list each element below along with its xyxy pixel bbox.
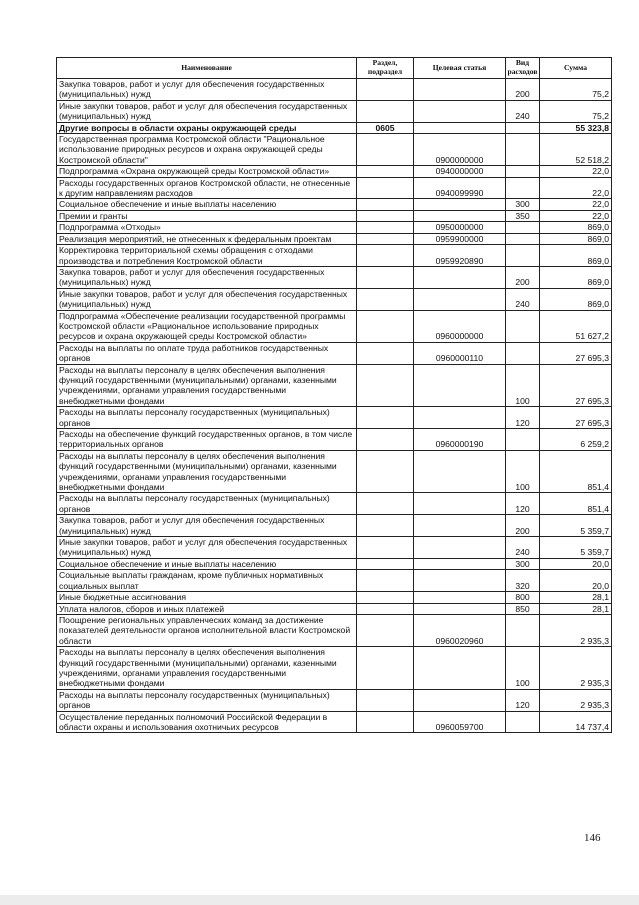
cell-section xyxy=(357,711,414,733)
table-row xyxy=(57,689,612,711)
cell-sum: 5 359,7 xyxy=(540,537,612,559)
cell-kind: 350 xyxy=(506,210,540,221)
cell-article: 0960059700 xyxy=(414,711,506,733)
cell-name: Социальное обеспечение и иные выплаты населению xyxy=(57,558,357,569)
cell-kind: 100 xyxy=(506,647,540,690)
cell-article xyxy=(414,199,506,210)
cell-article xyxy=(414,603,506,614)
cell-name: Закупка товаров, работ и услуг для обеспечения государственных (муниципальных) нужд xyxy=(57,79,357,101)
table-row xyxy=(57,592,612,603)
table-row xyxy=(57,177,612,199)
cell-article: 0959920890 xyxy=(414,245,506,267)
table-body xyxy=(57,79,612,733)
cell-sum: 22,0 xyxy=(540,177,612,199)
cell-sum: 851,4 xyxy=(540,493,612,515)
table-row xyxy=(57,79,612,101)
cell-section xyxy=(357,592,414,603)
cell-name: Иные закупки товаров, работ и услуг для обеспечения государственных (муниципальных) нужд xyxy=(57,288,357,310)
cell-kind xyxy=(506,342,540,364)
cell-article xyxy=(414,266,506,288)
cell-sum: 27 695,3 xyxy=(540,342,612,364)
cell-section xyxy=(357,515,414,537)
cell-sum: 869,0 xyxy=(540,266,612,288)
cell-section xyxy=(357,177,414,199)
cell-section xyxy=(357,310,414,342)
cell-sum: 27 695,3 xyxy=(540,364,612,407)
table-row xyxy=(57,614,612,646)
cell-article xyxy=(414,79,506,101)
table-row xyxy=(57,711,612,733)
cell-section xyxy=(357,429,414,451)
cell-section xyxy=(357,245,414,267)
table-row xyxy=(57,233,612,244)
cell-article: 0960020960 xyxy=(414,614,506,646)
table-row xyxy=(57,166,612,177)
cell-kind: 240 xyxy=(506,100,540,122)
cell-article xyxy=(414,558,506,569)
table-row xyxy=(57,570,612,592)
cell-name: Иные бюджетные ассигнования xyxy=(57,592,357,603)
cell-kind: 320 xyxy=(506,570,540,592)
cell-sum: 27 695,3 xyxy=(540,407,612,429)
cell-section xyxy=(357,407,414,429)
cell-article xyxy=(414,689,506,711)
cell-article: 0900000000 xyxy=(414,134,506,166)
cell-sum: 75,2 xyxy=(540,79,612,101)
cell-sum: 14 737,4 xyxy=(540,711,612,733)
cell-sum: 51 627,2 xyxy=(540,310,612,342)
cell-sum: 55 323,8 xyxy=(540,122,612,133)
cell-article xyxy=(414,210,506,221)
table-row xyxy=(57,100,612,122)
cell-sum: 28,1 xyxy=(540,603,612,614)
cell-article xyxy=(414,537,506,559)
table-row xyxy=(57,122,612,133)
table-row xyxy=(57,266,612,288)
cell-name: Закупка товаров, работ и услуг для обеспечения государственных (муниципальных) нужд xyxy=(57,266,357,288)
cell-article xyxy=(414,493,506,515)
cell-article xyxy=(414,592,506,603)
cell-name: Государственная программа Костромской области "Рациональное использование природных ресурсов и охрана окружающей среды Костромской области" xyxy=(57,134,357,166)
cell-name: Премии и гранты xyxy=(57,210,357,221)
cell-kind: 200 xyxy=(506,266,540,288)
cell-name: Расходы на выплаты персоналу государственных (муниципальных) органов xyxy=(57,407,357,429)
cell-kind: 240 xyxy=(506,288,540,310)
cell-section xyxy=(357,222,414,233)
cell-sum: 52 518,2 xyxy=(540,134,612,166)
cell-kind xyxy=(506,614,540,646)
cell-section xyxy=(357,100,414,122)
cell-section xyxy=(357,166,414,177)
cell-name: Осуществление переданных полномочий Российской Федерации в области охраны и использования охотничьих ресурсов xyxy=(57,711,357,733)
cell-name: Расходы на выплаты по оплате труда работников государственных органов xyxy=(57,342,357,364)
cell-name: Расходы на выплаты персоналу государственных (муниципальных) органов xyxy=(57,689,357,711)
cell-article: 0950000000 xyxy=(414,222,506,233)
cell-kind: 120 xyxy=(506,493,540,515)
table-row xyxy=(57,493,612,515)
header-article: Целевая статья xyxy=(414,58,506,79)
cell-section xyxy=(357,210,414,221)
cell-section xyxy=(357,558,414,569)
table-row xyxy=(57,222,612,233)
cell-name: Социальные выплаты гражданам, кроме публичных нормативных социальных выплат xyxy=(57,570,357,592)
cell-kind xyxy=(506,310,540,342)
table-row xyxy=(57,515,612,537)
budget-table xyxy=(56,57,612,733)
cell-article: 0959900000 xyxy=(414,233,506,244)
cell-article xyxy=(414,122,506,133)
cell-section xyxy=(357,450,414,493)
cell-name: Подпрограмма «Охрана окружающей среды Костромской области» xyxy=(57,166,357,177)
cell-name: Социальное обеспечение и иные выплаты населению xyxy=(57,199,357,210)
cell-sum: 869,0 xyxy=(540,245,612,267)
cell-sum: 5 359,7 xyxy=(540,515,612,537)
cell-kind: 850 xyxy=(506,603,540,614)
header-sum: Сумма xyxy=(540,58,612,79)
cell-kind xyxy=(506,122,540,133)
cell-section xyxy=(357,537,414,559)
cell-name: Расходы государственных органов Костромской области, не отнесенные к другим направлениям расходов xyxy=(57,177,357,199)
page-number: 146 xyxy=(584,832,601,844)
cell-kind xyxy=(506,166,540,177)
cell-article: 0960000110 xyxy=(414,342,506,364)
table-row xyxy=(57,310,612,342)
cell-kind xyxy=(506,429,540,451)
cell-section xyxy=(357,689,414,711)
table-row xyxy=(57,537,612,559)
cell-section xyxy=(357,134,414,166)
cell-article xyxy=(414,450,506,493)
table-row xyxy=(57,450,612,493)
cell-kind xyxy=(506,711,540,733)
cell-sum: 869,0 xyxy=(540,222,612,233)
cell-section xyxy=(357,364,414,407)
cell-sum: 2 935,3 xyxy=(540,647,612,690)
cell-kind: 100 xyxy=(506,364,540,407)
cell-section xyxy=(357,288,414,310)
cell-section xyxy=(357,647,414,690)
table-row xyxy=(57,364,612,407)
table-row xyxy=(57,342,612,364)
cell-name: Расходы на выплаты персоналу в целях обеспечения выполнения функций государственными (муниципальными) органами, казенными учреждениями, органами управления государственными внебюджетными фондами xyxy=(57,647,357,690)
cell-kind: 120 xyxy=(506,407,540,429)
cell-article xyxy=(414,515,506,537)
cell-section xyxy=(357,233,414,244)
cell-article xyxy=(414,100,506,122)
table-row xyxy=(57,603,612,614)
cell-section xyxy=(357,493,414,515)
cell-kind: 300 xyxy=(506,199,540,210)
cell-sum: 851,4 xyxy=(540,450,612,493)
table-row xyxy=(57,429,612,451)
cell-article: 0960000190 xyxy=(414,429,506,451)
cell-article: 0940099990 xyxy=(414,177,506,199)
cell-kind: 120 xyxy=(506,689,540,711)
table-row xyxy=(57,134,612,166)
cell-sum: 22,0 xyxy=(540,166,612,177)
cell-sum: 75,2 xyxy=(540,100,612,122)
header-section: Раздел, подраздел xyxy=(357,58,414,79)
cell-section xyxy=(357,266,414,288)
table-row xyxy=(57,288,612,310)
table-header-row xyxy=(57,58,612,79)
cell-kind xyxy=(506,233,540,244)
cell-name: Корректировка территориальной схемы обращения с отходами производства и потребления Костромской области xyxy=(57,245,357,267)
cell-name: Реализация мероприятий, не отнесенных к федеральным проектам xyxy=(57,233,357,244)
cell-sum: 2 935,3 xyxy=(540,614,612,646)
cell-article xyxy=(414,288,506,310)
cell-name: Иные закупки товаров, работ и услуг для обеспечения государственных (муниципальных) нужд xyxy=(57,100,357,122)
cell-kind: 300 xyxy=(506,558,540,569)
cell-kind xyxy=(506,134,540,166)
cell-kind: 100 xyxy=(506,450,540,493)
cell-kind: 200 xyxy=(506,79,540,101)
cell-section xyxy=(357,199,414,210)
cell-section xyxy=(357,570,414,592)
cell-sum: 2 935,3 xyxy=(540,689,612,711)
table-row xyxy=(57,199,612,210)
header-name: Наименование xyxy=(57,58,357,79)
cell-sum: 22,0 xyxy=(540,199,612,210)
cell-section xyxy=(357,603,414,614)
cell-article xyxy=(414,647,506,690)
table-row xyxy=(57,647,612,690)
cell-sum: 20,0 xyxy=(540,558,612,569)
cell-article: 0960000000 xyxy=(414,310,506,342)
cell-name: Расходы на выплаты персоналу в целях обеспечения выполнения функций государственными (муниципальными) органами, казенными учреждениями, органами управления государственными внебюджетными фондами xyxy=(57,364,357,407)
cell-name: Уплата налогов, сборов и иных платежей xyxy=(57,603,357,614)
cell-kind: 200 xyxy=(506,515,540,537)
cell-name: Другие вопросы в области охраны окружающей среды xyxy=(57,122,357,133)
table-row xyxy=(57,558,612,569)
cell-kind xyxy=(506,245,540,267)
cell-sum: 6 259,2 xyxy=(540,429,612,451)
cell-sum: 20,0 xyxy=(540,570,612,592)
cell-sum: 28,1 xyxy=(540,592,612,603)
cell-name: Расходы на обеспечение функций государственных органов, в том числе территориальных органов xyxy=(57,429,357,451)
cell-name: Расходы на выплаты персоналу государственных (муниципальных) органов xyxy=(57,493,357,515)
cell-article xyxy=(414,364,506,407)
cell-section xyxy=(357,342,414,364)
table-row xyxy=(57,210,612,221)
cell-name: Расходы на выплаты персоналу в целях обеспечения выполнения функций государственными (муниципальными) органами, казенными учреждениями, органами управления государственными внебюджетными фондами xyxy=(57,450,357,493)
cell-article xyxy=(414,407,506,429)
table-row xyxy=(57,245,612,267)
cell-name: Закупка товаров, работ и услуг для обеспечения государственных (муниципальных) нужд xyxy=(57,515,357,537)
footer-strip xyxy=(0,895,639,905)
cell-name: Иные закупки товаров, работ и услуг для обеспечения государственных (муниципальных) нужд xyxy=(57,537,357,559)
table-row xyxy=(57,407,612,429)
cell-section xyxy=(357,614,414,646)
cell-sum: 869,0 xyxy=(540,233,612,244)
cell-sum: 869,0 xyxy=(540,288,612,310)
cell-section xyxy=(357,79,414,101)
cell-name: Поощрение региональных управленческих команд за достижение показателей деятельности органов исполнительной власти Костромской области xyxy=(57,614,357,646)
cell-name: Подпрограмма «Обеспечение реализации государственной программы Костромской области «Рациональное использование природных ресурсов и охрана окружающей среды Костромской области» xyxy=(57,310,357,342)
cell-kind: 240 xyxy=(506,537,540,559)
cell-kind xyxy=(506,177,540,199)
cell-name: Подпрограмма «Отходы» xyxy=(57,222,357,233)
cell-section: 0605 xyxy=(357,122,414,133)
cell-article: 0940000000 xyxy=(414,166,506,177)
cell-kind xyxy=(506,222,540,233)
cell-kind: 800 xyxy=(506,592,540,603)
header-kind: Вид расходов xyxy=(506,58,540,79)
cell-article xyxy=(414,570,506,592)
cell-sum: 22,0 xyxy=(540,210,612,221)
